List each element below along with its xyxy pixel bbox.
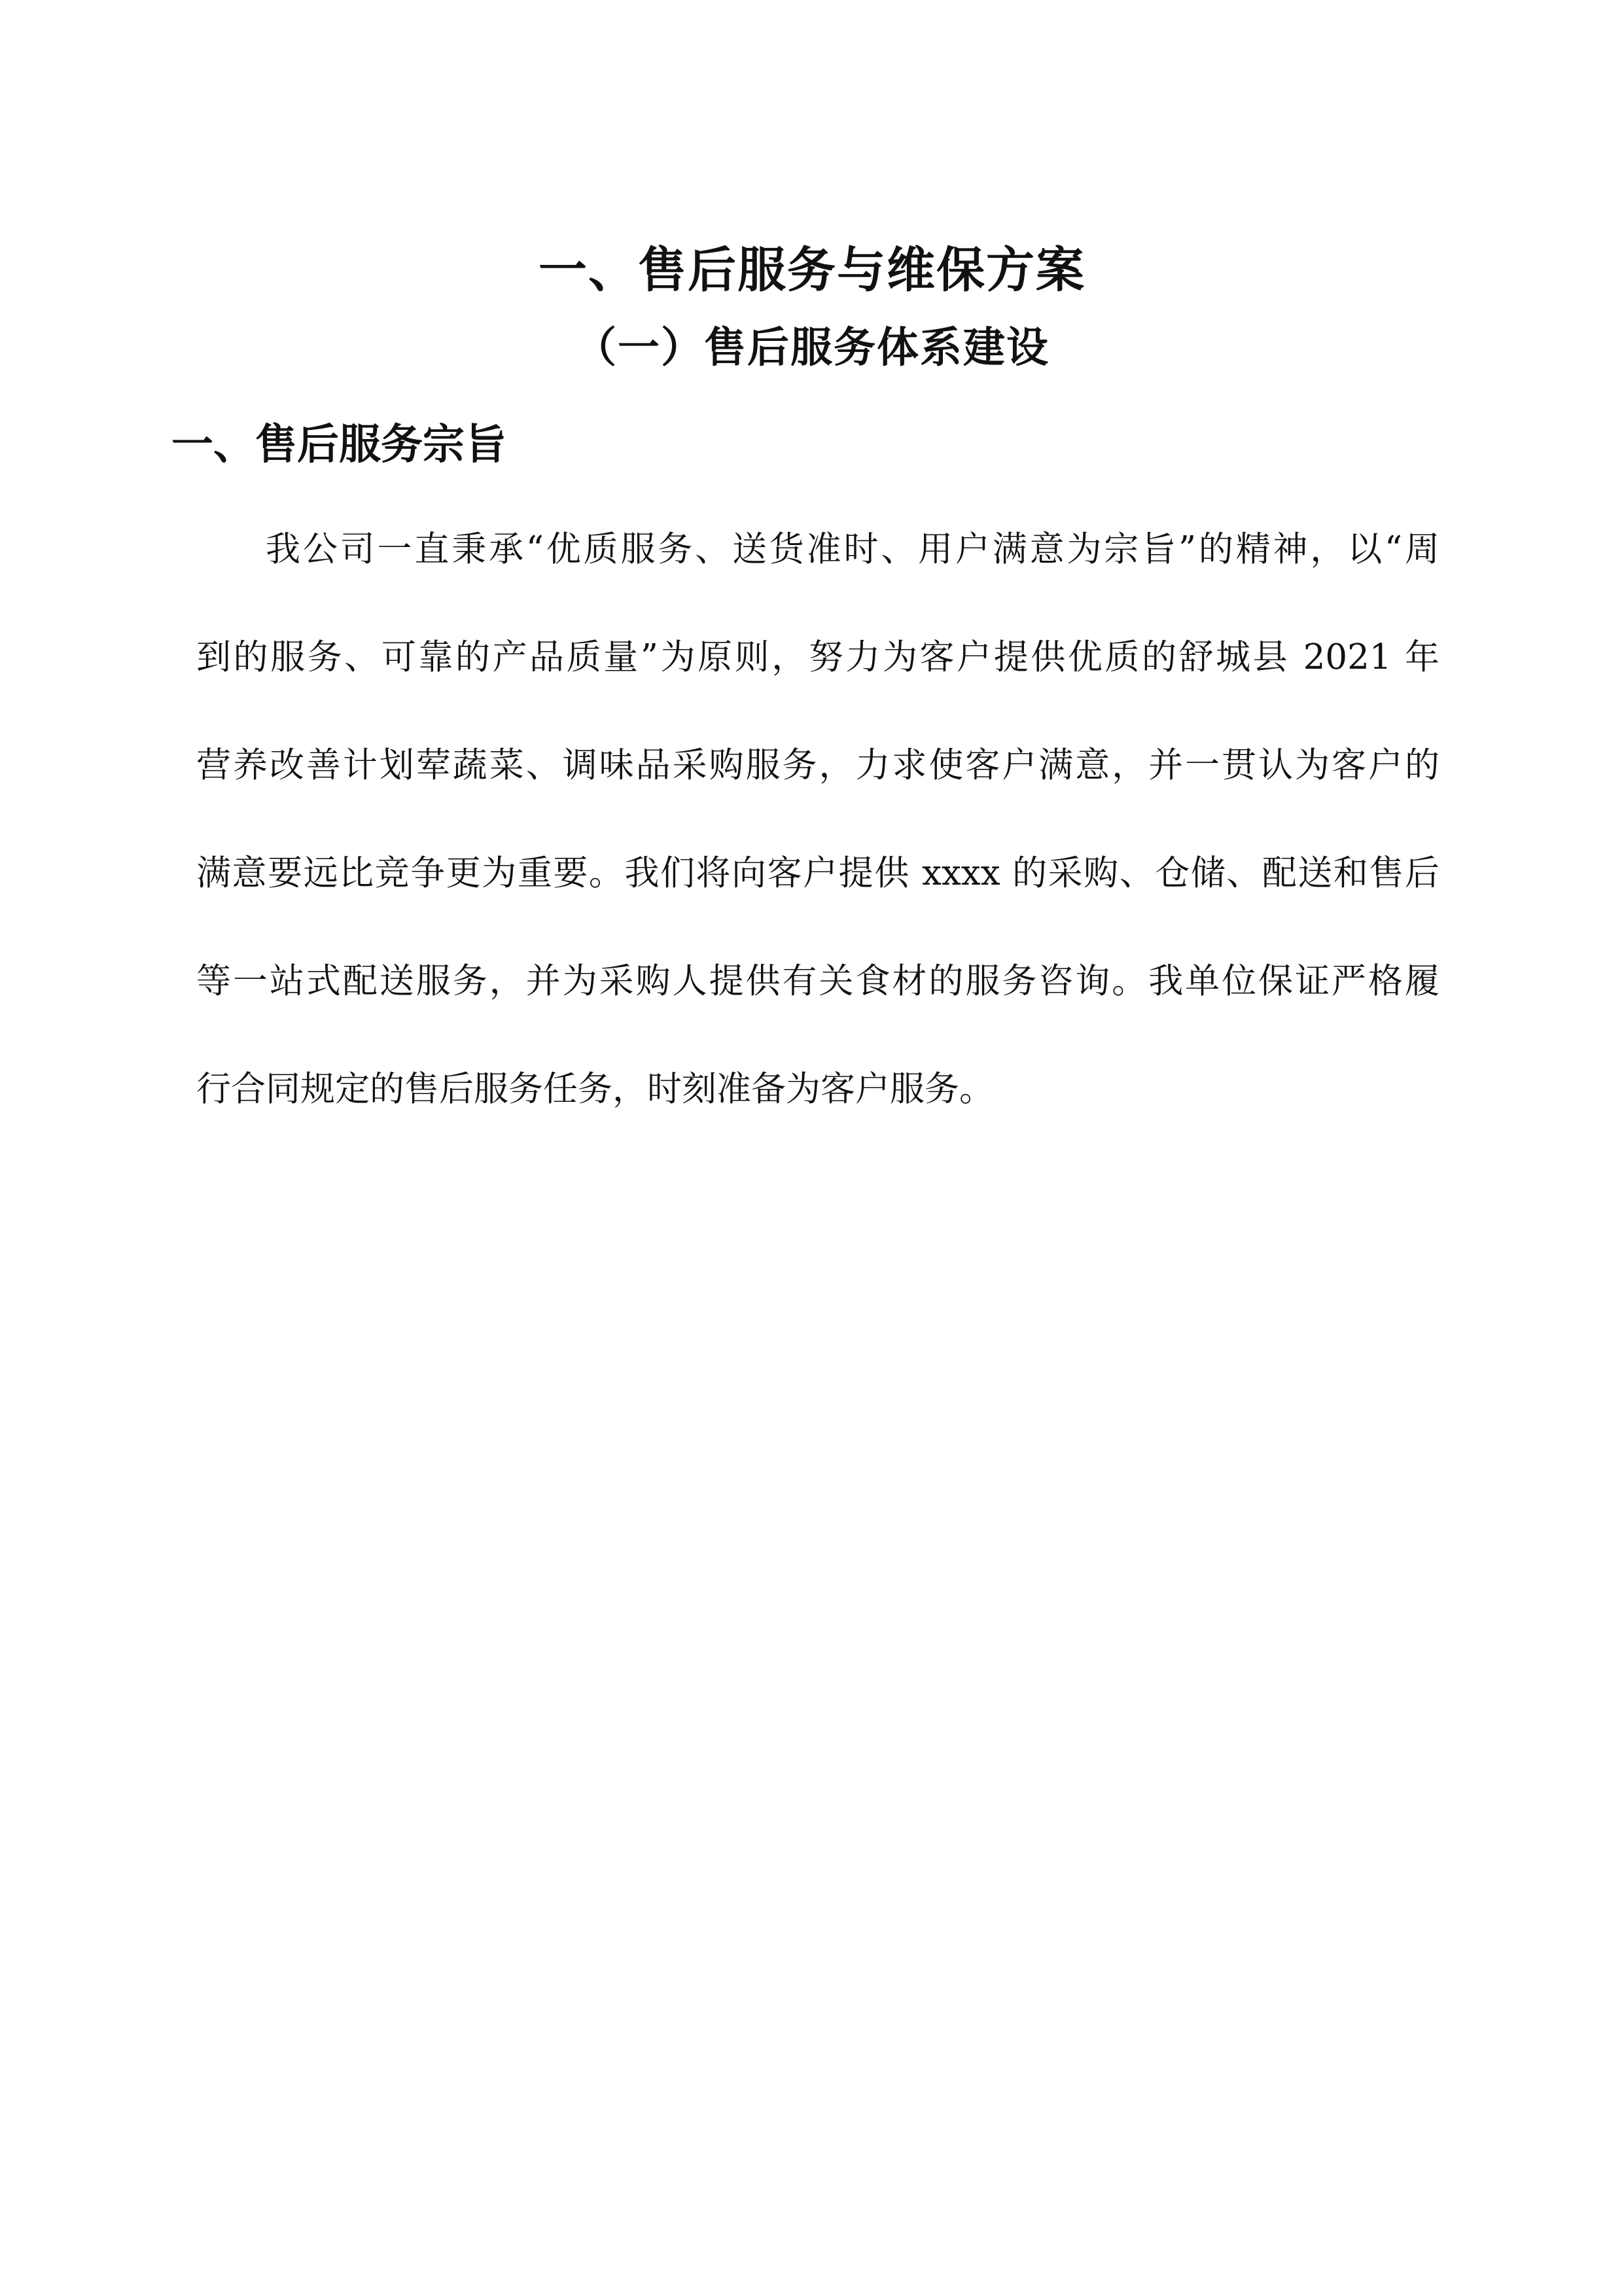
paragraph-line: 我公司一直秉承“优质服务、送货准时、用户满意为宗旨”的精神，以“周 (266, 529, 1439, 569)
paragraph-line: 行合同规定的售后服务任务，时刻准备为客户服务。 (196, 1069, 994, 1109)
body-paragraph (196, 523, 1439, 1171)
paragraph-line: 等一站式配送服务，并为采购人提供有关食材的服务咨询。我单位保证严格履 (196, 961, 1439, 1001)
document-title: 一、售后服务与维保方案 (538, 242, 1086, 298)
document-subtitle: （一）售后服务体系建设 (574, 324, 1050, 372)
paragraph-line: 营养改善计划荤蔬菜、调味品采购服务，力求使客户满意，并一贯认为客户的 (196, 745, 1439, 785)
paragraph-line: 到的服务、可靠的产品质量”为原则，努力为客户提供优质的舒城县 2021 年 (196, 637, 1439, 677)
section-heading: 一、售后服务宗旨 (171, 421, 506, 469)
paragraph-line: 满意要远比竞争更为重要。我们将向客户提供 xxxx 的采购、仓储、配送和售后 (196, 853, 1439, 893)
